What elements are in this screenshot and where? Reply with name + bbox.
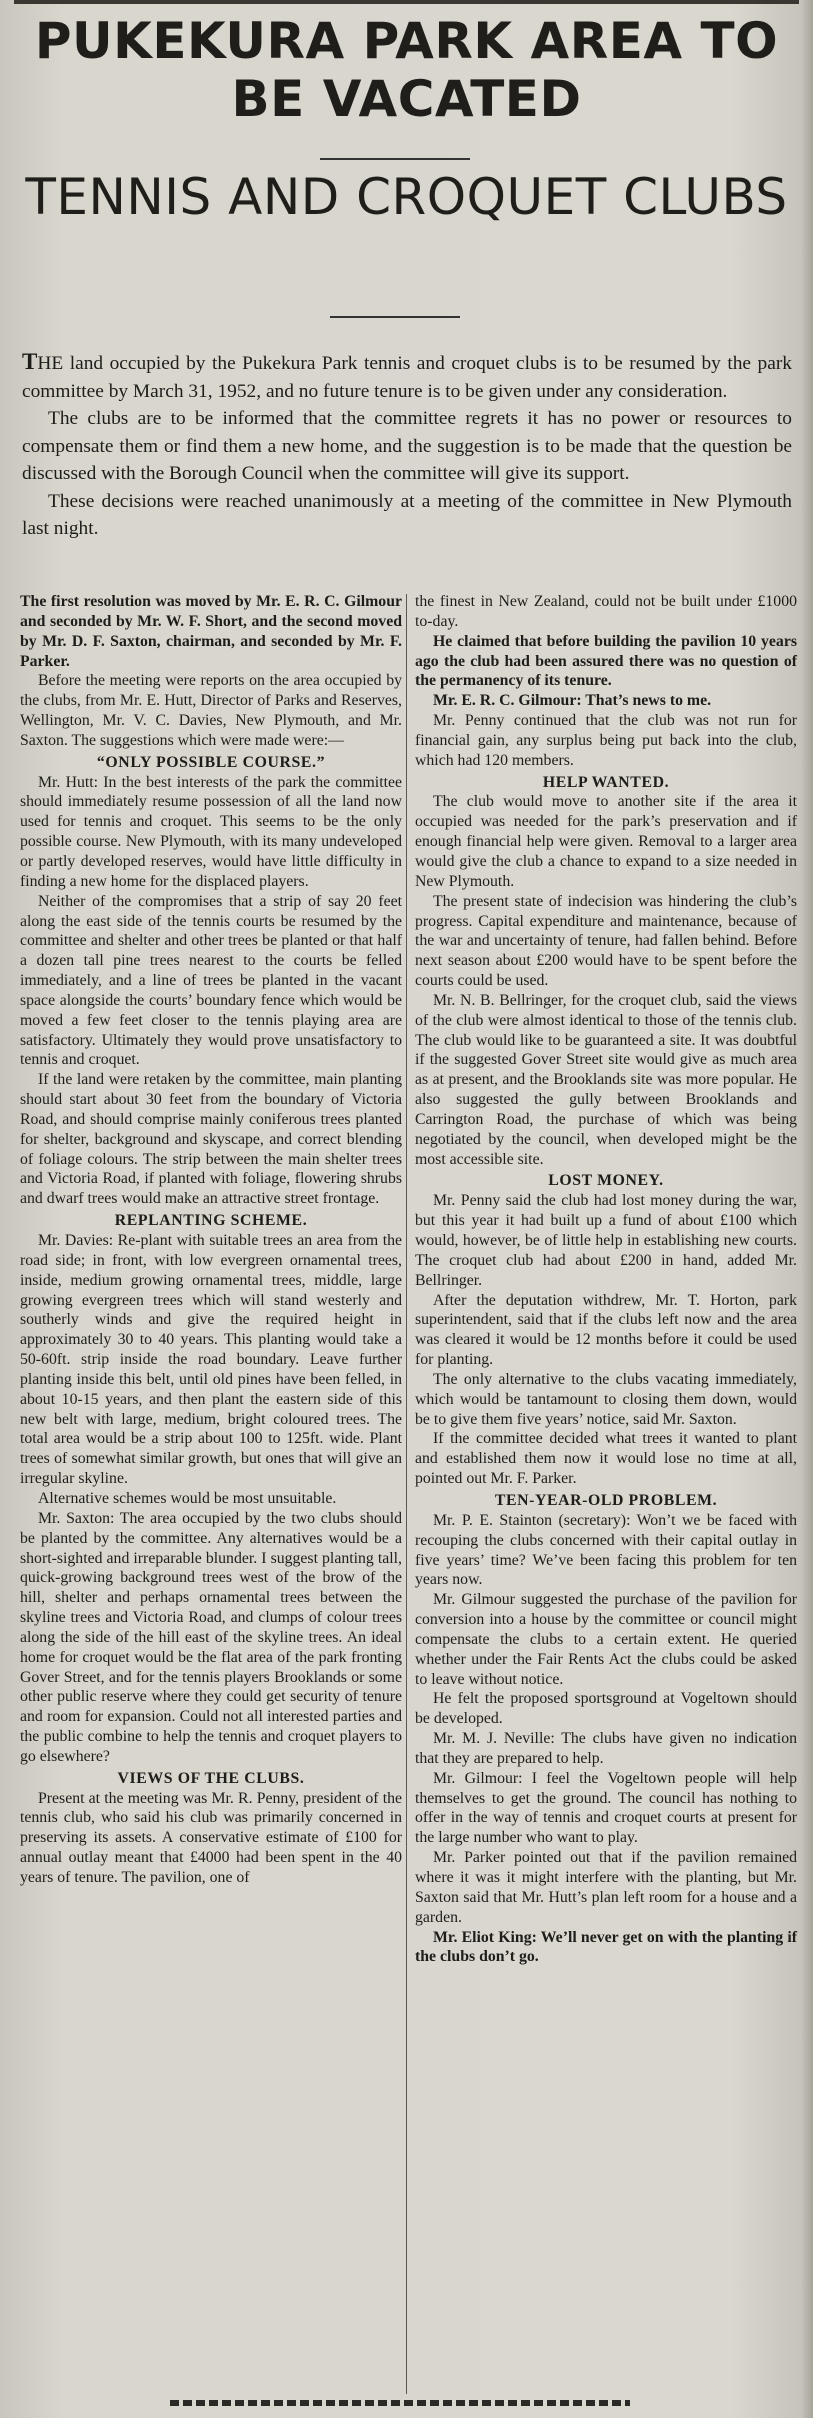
article-paragraph: The present state of indecision was hindering the club’s progress. Capital expenditure and maintenance, because of the war and uncertainty of tenure, had fallen behind. Before next season about £200 would have to be spent before the courts could be used. xyxy=(415,892,797,990)
section-subheading: REPLANTING SCHEME. xyxy=(114,1212,308,1230)
lead-paragraph-3: These decisions were reached unanimously at a meeting of the committee in New Plymouth last night. xyxy=(22,490,792,539)
article-paragraph: He felt the proposed sportsground at Vogeltown should be developed. xyxy=(415,1690,797,1728)
drop-cap: T xyxy=(22,349,38,374)
article-paragraph: Alternative schemes would be most unsuitable. xyxy=(38,1489,337,1507)
article-paragraph: Mr. Hutt: In the best interests of the park the committee should immediately resume possession of all the land now used for tennis and croquet. This seems to be the only possible course. New Plymouth, with its many undeveloped or partly developed reserves, would have little difficulty in finding a new home for the displaced players. xyxy=(20,773,402,890)
section-subheading: “ONLY POSSIBLE COURSE.” xyxy=(96,753,326,771)
lead-paragraphs xyxy=(22,348,792,543)
bottom-dashed-rule xyxy=(170,2400,630,2406)
subheadline-divider xyxy=(330,316,460,318)
article-paragraph: He claimed that before building the pavilion 10 years ago the club had been assured there was no question of the permanency of its tenure. xyxy=(415,632,797,690)
article-paragraph: Mr. E. R. C. Gilmour: That’s news to me. xyxy=(433,692,712,710)
section-subheading: TEN-YEAR-OLD PROBLEM. xyxy=(494,1491,718,1509)
lead-paragraph-1 xyxy=(22,348,792,405)
article-paragraph: Present at the meeting was Mr. R. Penny, president of the tennis club, who said his club was primarily concerned in preserving its assets. A conservative estimate of £100 for annual outlay meant that £4000 had been spent in the 40 years of tenure. The pavilion, one of xyxy=(20,1789,402,1886)
section-subheading: LOST MONEY. xyxy=(548,1172,664,1190)
article-paragraph: Mr. Parker pointed out that if the pavilion remained where it was it might interfere with the planting, but Mr. Saxton said that Mr. Hutt’s plan left room for a house and a garden. xyxy=(415,1849,797,1926)
article-paragraph: Before the meeting were reports on the area occupied by the clubs, from Mr. E. Hutt, Director of Parks and Reserves, Wellington, Mr. V. C. Davies, New Plymouth, and Mr. Saxton. The suggestions which were made were:— xyxy=(20,672,402,749)
article-paragraph: Mr. Eliot King: We’ll never get on with the planting if the clubs don’t go. xyxy=(415,1928,797,1966)
article-paragraph: If the committee decided what trees it wanted to plant and established them now it would lose no time at all, pointed out Mr. F. Parker. xyxy=(415,1430,797,1488)
top-rule xyxy=(14,0,799,4)
article-paragraph: Mr. Davies: Re-plant with suitable trees an area from the road side; in front, with low evergreen ornamental trees, inside, medium growing ornamental trees, middle, large growing evergreen trees which will stand westerly and southerly winds and give the required height in approximately 30 to 40 years. This planting would take a 50-60ft. strip inside the road boundary. Leave further planting inside this belt, until old pines have been felled, in about 10-15 years, and then plant the eastern side of this new belt with large, medium, bright coloured trees. The total area would be a strip about 100 to 125ft. wide. Plant trees of somewhat similar growth, but ones that will give an irregular skyline. xyxy=(20,1232,402,1488)
article-paragraph: The only alternative to the clubs vacating immediately, which would be tantamount to closing them down, would be to give them five years’ notice, said Mr. Saxton. xyxy=(415,1370,797,1428)
left-column xyxy=(20,592,402,1888)
headline: PUKEKURA PARK AREA TO BE VACATED xyxy=(34,12,779,128)
article-paragraph: The first resolution was moved by Mr. E. R. C. Gilmour and seconded by Mr. W. F. Short, and the second moved by Mr. D. F. Saxton, chairman, and seconded by Mr. F. Parker. xyxy=(20,593,402,670)
section-subheading: VIEWS OF THE CLUBS. xyxy=(117,1769,305,1787)
article-paragraph: Mr. Gilmour suggested the purchase of the pavilion for conversion into a house by the committee or council might compensate the clubs to a certain extent. He queried whether under the Fair Rents Act the clubs could be asked to leave without notice. xyxy=(415,1591,797,1688)
article-paragraph: Mr. Penny continued that the club was not run for financial gain, any surplus being put back into the club, which had 120 members. xyxy=(415,712,797,769)
subheadline: TENNIS AND CROQUET CLUBS xyxy=(25,168,788,226)
lead-paragraph-2: The clubs are to be informed that the committee regrets it has no power or resources to compensate them or find them a new home, and the suggestion is to be made that the question be discussed with the Borough Council when the committee will give its support. xyxy=(22,408,792,484)
article-paragraph: the finest in New Zealand, could not be built under £1000 to-day. xyxy=(415,593,797,630)
article-paragraph: Mr. M. J. Neville: The clubs have given no indication that they are prepared to help. xyxy=(415,1730,797,1767)
article-paragraph: Mr. N. B. Bellringer, for the croquet club, said the views of the club were almost identical to those of the tennis club. The club would like to be guaranteed a site. It was doubtful if the suggested Gover Street site would give as much area as at present, and the Brooklands site was more popular. He also suggested the gully between Brooklands and Carrington Road, the purchase of which was being negotiated by the council, when developed might be the most accessible site. xyxy=(415,991,797,1168)
article-paragraph: Mr. P. E. Stainton (secretary): Won’t we be faced with recouping the clubs concerned with their capital outlay in five years’ time? We’ve been facing this problem for ten years now. xyxy=(415,1511,797,1589)
article-paragraph: Mr. Penny said the club had lost money during the war, but this year it had built up a fund of about £100 which would, however, be of little help in establishing new courts. The croquet club had about £200 in hand, added Mr. Bellringer. xyxy=(415,1192,797,1289)
article-paragraph: After the deputation withdrew, Mr. T. Horton, park superintendent, said that if the clubs left now and the area was cleared it would be 12 months before it could be used for planting. xyxy=(415,1291,797,1369)
article-paragraph: Neither of the compromises that a strip of say 20 feet along the east side of the tennis courts be resumed by the committee and shelter and other trees be planted or that half a dozen tall pine trees nearest to the courts be felled immediately, and a line of trees be planted in the vacant space alongside the courts’ boundary fence which would be moved a few feet closer to the tennis playing area are satisfactory. Ultimately they would prove unsatisfactory to tennis and croquet. xyxy=(20,892,402,1069)
headline-divider xyxy=(320,158,470,160)
article-paragraph: Mr. Saxton: The area occupied by the two clubs should be planted by the committee. Any alternatives would be a short-sighted and irreparable blunder. I suggest planting tall, quick-growing background trees west of the brow of the hill, shelter and perhaps ornamental trees between the skyline trees and Victoria Road, and clumps of colour trees along the side of the hill east of the skyline trees. An ideal home for croquet would be the flat area of the park fronting Gover Street, and for the tennis players Brooklands or some other public reserve where they could get security of tenure and room for expansion. Could not all interested parties and the public combine to help the tennis and croquet players to go elsewhere? xyxy=(20,1509,402,1765)
lead-paragraph-1-text: HE land occupied by the Pukekura Park tennis and croquet clubs is to be resumed by the park committee by March 31, 1952, and no future tenure is to be given under any consideration. xyxy=(22,353,792,402)
column-separator xyxy=(406,594,407,2394)
right-column xyxy=(415,592,797,1967)
article-paragraph: Mr. Gilmour: I feel the Vogeltown people will help themselves to get the ground. The council has nothing to offer in the way of tennis and croquet courts at present for the large number who want to play. xyxy=(415,1769,797,1847)
section-subheading: HELP WANTED. xyxy=(542,773,670,791)
article-paragraph: The club would move to another site if the area it occupied was needed for the park’s preservation and if enough financial help were given. Removal to a larger area would give the club a chance to expand to a size needed in New Plymouth. xyxy=(415,793,797,890)
page-edge-shadow xyxy=(801,0,813,2418)
article-paragraph: If the land were retaken by the committee, main planting should start about 30 feet from the boundary of Victoria Road, and should comprise mainly coniferous trees planted for shelter, background and skyscape, and correct blending of foliage colours. The strip between the main shelter trees and Victoria Road, if planted with foliage, flowering shrubs and dwarf trees would make an attractive street frontage. xyxy=(20,1071,402,1208)
